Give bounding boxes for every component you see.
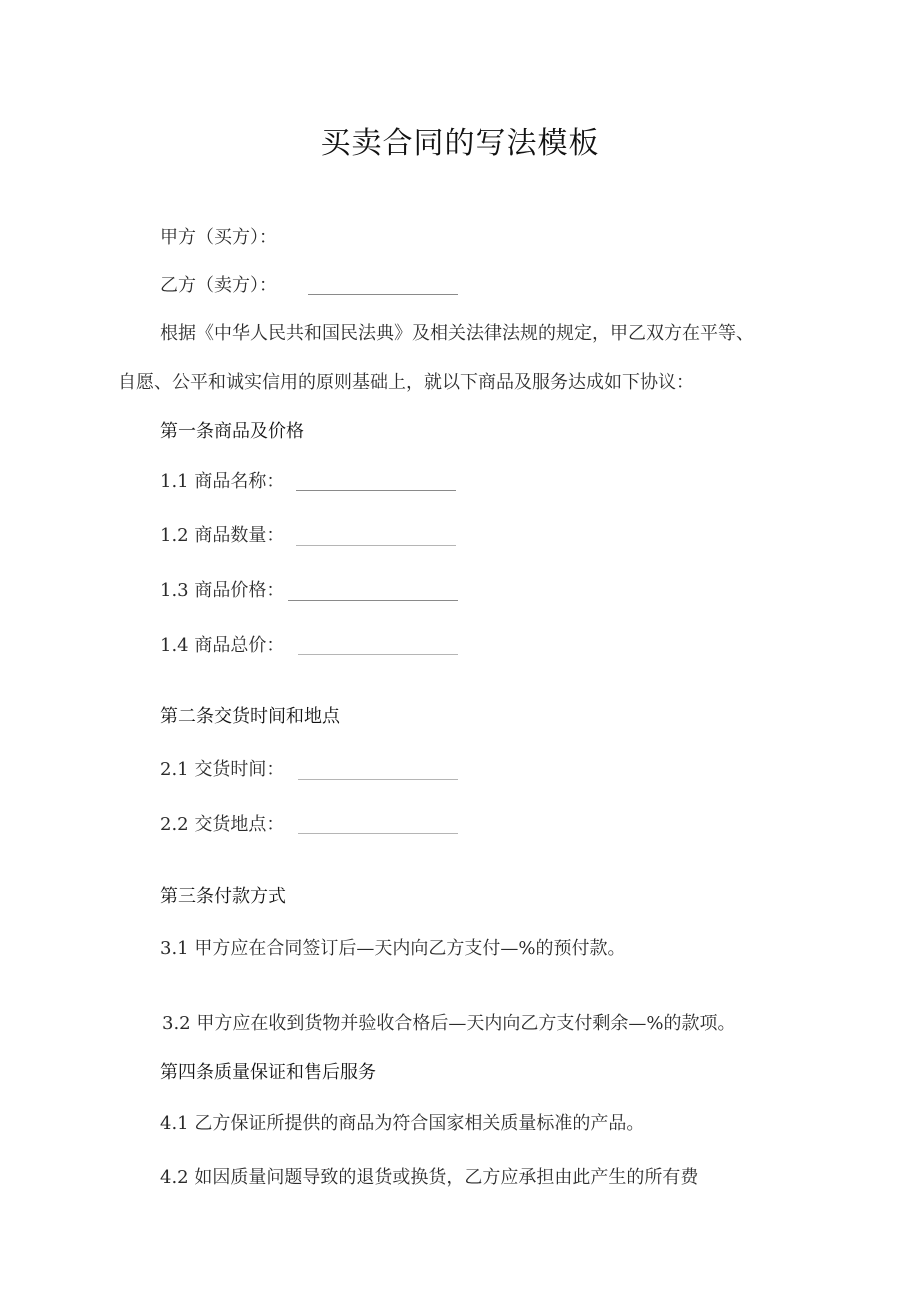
article-2-item-1: 2.1 交货时间： (160, 759, 285, 780)
party-a-label: 甲方（买方）： (160, 227, 277, 248)
article-1-item-2: 1.2 商品数量： (160, 525, 285, 546)
party-b-label: 乙方（卖方）： (160, 275, 277, 296)
article-1-item-3: 1.3 商品价格： (160, 580, 285, 601)
document-title: 买卖合同的写法模板 (320, 126, 600, 161)
intro-line-1: 根据《中华人民共和国民法典》及相关法律法规的规定，甲乙双方在平等、 (160, 323, 754, 344)
article-1-item-4-blank-line (298, 654, 458, 655)
article-1-item-3-blank-line (288, 600, 458, 601)
article-1-heading: 第一条商品及价格 (160, 421, 304, 442)
article-4-heading: 第四条质量保证和售后服务 (160, 1062, 376, 1083)
article-3-item-1: 3.1 甲方应在合同签订后—天内向乙方支付—%的预付款。 (160, 938, 626, 959)
party-b-blank-line (308, 294, 458, 295)
article-3-item-2: 3.2 甲方应在收到货物并验收合格后—天内向乙方支付剩余—%的款项。 (162, 1013, 736, 1034)
article-1-item-4: 1.4 商品总价： (160, 635, 285, 656)
article-1-item-1: 1.1 商品名称： (160, 471, 285, 492)
article-2-item-1-blank-line (298, 779, 458, 780)
article-4-item-2: 4.2 如因质量问题导致的退货或换货，乙方应承担由此产生的所有费 (160, 1167, 699, 1188)
article-3-heading: 第三条付款方式 (160, 886, 286, 907)
article-4-item-1: 4.1 乙方保证所提供的商品为符合国家相关质量标准的产品。 (160, 1113, 645, 1134)
article-1-item-2-blank-line (296, 545, 456, 546)
article-2-item-2: 2.2 交货地点： (160, 814, 285, 835)
intro-line-2: 自愿、公平和诚实信用的原则基础上，就以下商品及服务达成如下协议： (118, 372, 694, 393)
article-1-item-1-blank-line (296, 490, 456, 491)
article-2-item-2-blank-line (298, 833, 458, 834)
article-2-heading: 第二条交货时间和地点 (160, 706, 340, 727)
